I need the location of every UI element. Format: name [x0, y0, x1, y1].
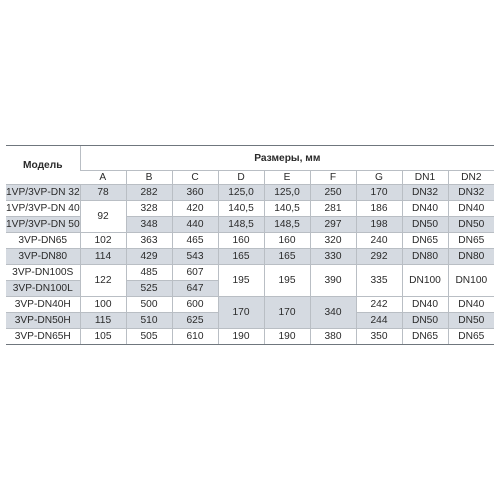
column-header-dn1: DN1 — [402, 171, 448, 185]
cell-f: 281 — [310, 201, 356, 217]
cell-dn1: DN40 — [402, 201, 448, 217]
cell-b: 348 — [126, 217, 172, 233]
cell-d: 195 — [218, 265, 264, 297]
cell-a: 78 — [80, 185, 126, 201]
cell-g: 240 — [356, 233, 402, 249]
cell-g: 335 — [356, 265, 402, 297]
cell-a: 102 — [80, 233, 126, 249]
cell-e: 125,0 — [264, 185, 310, 201]
cell-a: 100 — [80, 297, 126, 313]
model-cell: 3VP-DN80 — [6, 249, 80, 265]
cell-e: 160 — [264, 233, 310, 249]
cell-g: 242 — [356, 297, 402, 313]
cell-g: 350 — [356, 329, 402, 345]
model-cell: 3VP-DN100S — [6, 265, 80, 281]
column-header-a: A — [80, 171, 126, 185]
dimensions-header: Размеры, мм — [80, 146, 494, 171]
table-row — [6, 233, 494, 249]
cell-g: 198 — [356, 217, 402, 233]
model-cell: 1VP/3VP-DN 50 — [6, 217, 80, 233]
cell-a: 114 — [80, 249, 126, 265]
cell-b: 510 — [126, 313, 172, 329]
cell-dn1: DN65 — [402, 233, 448, 249]
cell-b: 505 — [126, 329, 172, 345]
cell-d: 125,0 — [218, 185, 264, 201]
cell-c: 625 — [172, 313, 218, 329]
cell-c: 543 — [172, 249, 218, 265]
cell-dn2: DN32 — [448, 185, 494, 201]
cell-b: 429 — [126, 249, 172, 265]
cell-a: 92 — [80, 201, 126, 233]
cell-e: 195 — [264, 265, 310, 297]
cell-c: 610 — [172, 329, 218, 345]
cell-c: 465 — [172, 233, 218, 249]
cell-dn1: DN65 — [402, 329, 448, 345]
cell-dn2: DN80 — [448, 249, 494, 265]
cell-dn2: DN50 — [448, 313, 494, 329]
cell-d: 190 — [218, 329, 264, 345]
cell-e: 140,5 — [264, 201, 310, 217]
column-header-b: B — [126, 171, 172, 185]
cell-e: 165 — [264, 249, 310, 265]
cell-e: 190 — [264, 329, 310, 345]
model-column-header: Модель — [6, 146, 80, 185]
cell-e: 148,5 — [264, 217, 310, 233]
table-row — [6, 249, 494, 265]
cell-b: 363 — [126, 233, 172, 249]
cell-a: 115 — [80, 313, 126, 329]
cell-b: 525 — [126, 281, 172, 297]
cell-c: 600 — [172, 297, 218, 313]
cell-dn1: DN50 — [402, 217, 448, 233]
cell-dn2: DN50 — [448, 217, 494, 233]
cell-a: 105 — [80, 329, 126, 345]
model-cell: 3VP-DN40H — [6, 297, 80, 313]
column-header-e: E — [264, 171, 310, 185]
cell-d: 140,5 — [218, 201, 264, 217]
column-header-dn2: DN2 — [448, 171, 494, 185]
table-row — [6, 297, 494, 313]
model-cell: 3VP-DN65 — [6, 233, 80, 249]
cell-d: 160 — [218, 233, 264, 249]
column-header-c: C — [172, 171, 218, 185]
dimensions-table — [6, 145, 494, 345]
cell-d: 170 — [218, 297, 264, 329]
cell-dn1: DN32 — [402, 185, 448, 201]
column-header-g: G — [356, 171, 402, 185]
cell-dn1: DN40 — [402, 297, 448, 313]
cell-dn1: DN100 — [402, 265, 448, 297]
model-cell: 3VP-DN100L — [6, 281, 80, 297]
cell-dn2: DN65 — [448, 233, 494, 249]
cell-d: 148,5 — [218, 217, 264, 233]
cell-b: 485 — [126, 265, 172, 281]
table-row — [6, 329, 494, 345]
model-cell: 1VP/3VP-DN 40 — [6, 201, 80, 217]
cell-dn2: DN40 — [448, 297, 494, 313]
cell-g: 292 — [356, 249, 402, 265]
cell-f: 340 — [310, 297, 356, 329]
cell-e: 170 — [264, 297, 310, 329]
cell-g: 170 — [356, 185, 402, 201]
cell-d: 165 — [218, 249, 264, 265]
cell-c: 647 — [172, 281, 218, 297]
model-cell: 3VP-DN50H — [6, 313, 80, 329]
cell-dn1: DN50 — [402, 313, 448, 329]
cell-b: 282 — [126, 185, 172, 201]
model-cell: 3VP-DN65H — [6, 329, 80, 345]
cell-f: 330 — [310, 249, 356, 265]
column-header-d: D — [218, 171, 264, 185]
table-row — [6, 201, 494, 217]
cell-dn2: DN40 — [448, 201, 494, 217]
cell-dn2: DN100 — [448, 265, 494, 297]
cell-c: 420 — [172, 201, 218, 217]
cell-dn1: DN80 — [402, 249, 448, 265]
cell-c: 440 — [172, 217, 218, 233]
column-header-f: F — [310, 171, 356, 185]
cell-c: 360 — [172, 185, 218, 201]
model-cell: 1VP/3VP-DN 32 — [6, 185, 80, 201]
table-row — [6, 185, 494, 201]
cell-b: 500 — [126, 297, 172, 313]
table-row — [6, 217, 494, 233]
cell-f: 250 — [310, 185, 356, 201]
cell-f: 390 — [310, 265, 356, 297]
cell-dn2: DN65 — [448, 329, 494, 345]
table-row — [6, 265, 494, 281]
cell-c: 607 — [172, 265, 218, 281]
cell-g: 186 — [356, 201, 402, 217]
cell-f: 320 — [310, 233, 356, 249]
cell-a: 122 — [80, 265, 126, 297]
cell-f: 380 — [310, 329, 356, 345]
cell-b: 328 — [126, 201, 172, 217]
cell-g: 244 — [356, 313, 402, 329]
cell-f: 297 — [310, 217, 356, 233]
